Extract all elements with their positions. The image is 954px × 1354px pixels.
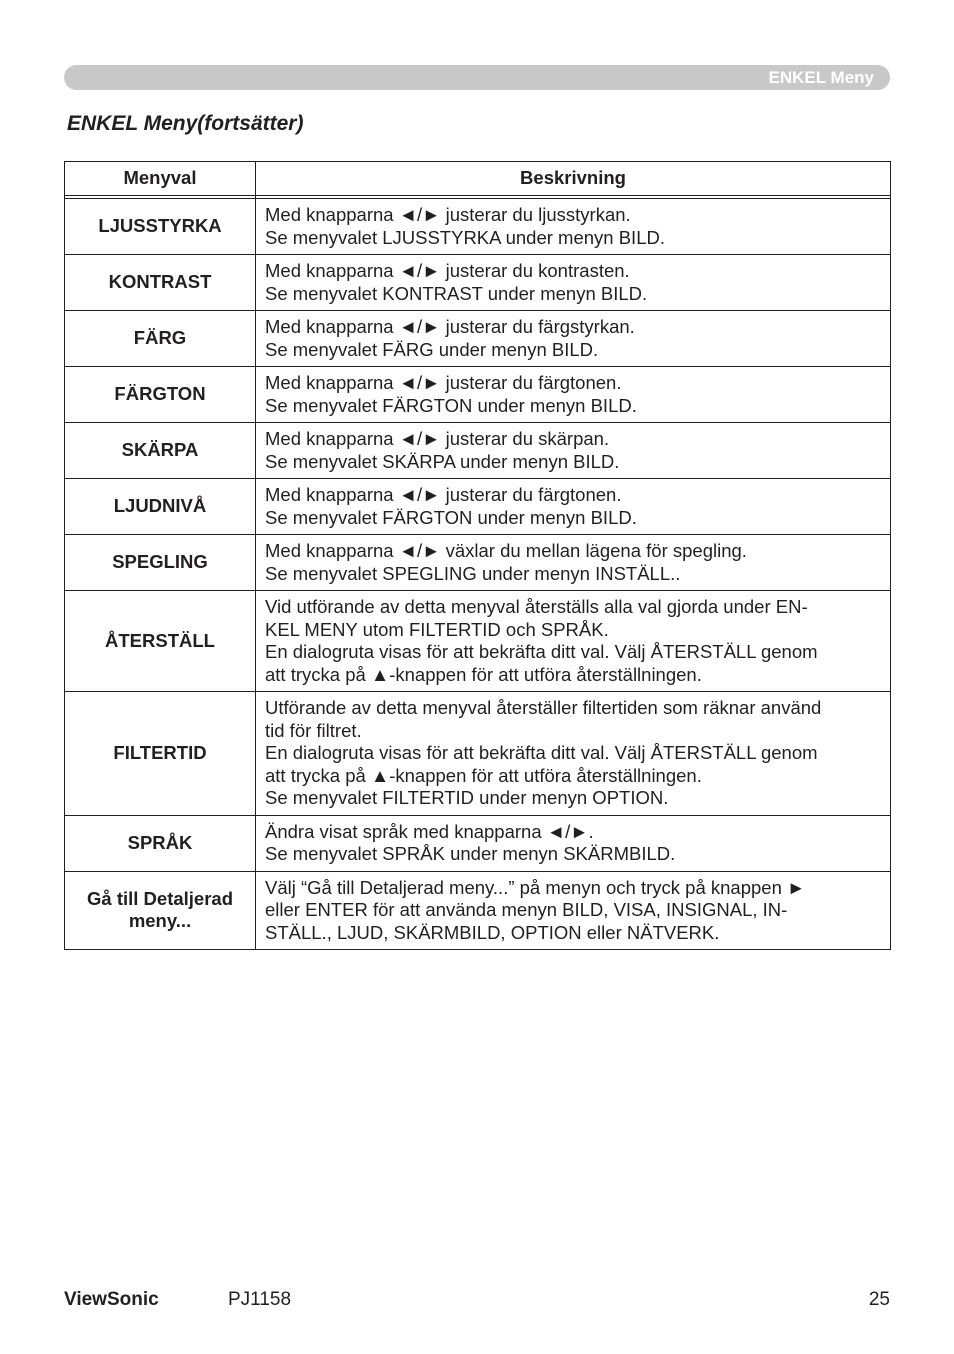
description-line: Se menyvalet FILTERTID under menyn OPTION.: [265, 787, 669, 808]
description-line: Ändra visat språk med knapparna ◄/►.: [265, 820, 594, 842]
description-line: Med knapparna ◄/► växlar du mellan lägena för spegling.: [265, 540, 747, 561]
description-line: Se menyvalet SKÄRPA under menyn BILD.: [265, 450, 620, 472]
table-row: [65, 871, 891, 950]
table-row: [65, 199, 891, 255]
menu-item-name: [65, 199, 256, 255]
description-line: Vid utförande av detta menyval återställs alla val gjorda under EN-: [265, 596, 808, 617]
description-line: Med knapparna ◄/► justerar du färgtonen.: [265, 372, 622, 393]
menu-item-line: SPRÅK: [127, 831, 193, 853]
menu-item-line: SKÄRPA: [121, 439, 199, 461]
menu-item-name: [65, 423, 256, 479]
menu-item-name: [65, 692, 256, 816]
description-line: eller ENTER för att använda menyn BILD, VISA, INSIGNAL, IN-: [265, 899, 788, 920]
table-row: [65, 367, 891, 423]
menu-item-line: Gå till Detaljerad: [87, 887, 233, 909]
description-line: Med knapparna ◄/► justerar du ljusstyrkan.: [265, 204, 631, 225]
description-line: Se menyvalet FÄRG under menyn BILD.: [265, 338, 599, 360]
table-row: [65, 591, 891, 692]
menu-item-description: [256, 815, 891, 871]
menu-item-line: KONTRAST: [108, 271, 212, 293]
column-header-item: Menyval: [65, 162, 256, 196]
page-number: 25: [868, 1289, 890, 1310]
table-row: [65, 255, 891, 311]
description-line: En dialogruta visas för att bekräfta ditt val. Välj ÅTERSTÄLL genom: [265, 742, 818, 763]
table-row: [65, 311, 891, 367]
description-line: KEL MENY utom FILTERTID och SPRÅK.: [265, 618, 609, 640]
menu-item-line: FILTERTID: [113, 742, 207, 763]
menu-item-description: [256, 199, 891, 255]
menu-item-name: [65, 367, 256, 423]
description-line: En dialogruta visas för att bekräfta ditt val. Välj ÅTERSTÄLL genom: [265, 641, 818, 662]
menu-item-name: [65, 871, 256, 950]
menu-item-description: [256, 871, 891, 950]
menu-item-description: [256, 423, 891, 479]
table-row: [65, 479, 891, 535]
header-bar: [64, 65, 890, 90]
description-line: Med knapparna ◄/► justerar du kontrasten.: [265, 260, 630, 281]
menu-item-description: [256, 311, 891, 367]
menu-item-line: LJUSSTYRKA: [98, 215, 222, 237]
description-line: Med knapparna ◄/► justerar du färgstyrkan.: [265, 316, 635, 337]
description-line: Med knapparna ◄/► justerar du färgtonen.: [265, 484, 622, 505]
column-header-description: Beskrivning: [256, 162, 891, 196]
description-line: Välj “Gå till Detaljerad meny...” på menyn och tryck på knappen ►: [265, 876, 806, 898]
table-header-row: [65, 162, 891, 196]
menu-item-name: [65, 311, 256, 367]
menu-item-description: [256, 692, 891, 816]
menu-item-line: meny...: [128, 910, 192, 932]
description-line: Utförande av detta menyval återställer filtertiden som räknar använd: [265, 697, 822, 718]
menu-item-name: [65, 479, 256, 535]
table-row: [65, 815, 891, 871]
menu-item-line: FÄRG: [133, 327, 187, 349]
menu-item-line: SPEGLING: [112, 551, 208, 573]
menu-item-name: [65, 255, 256, 311]
table-row: [65, 423, 891, 479]
description-line: att trycka på ▲-knappen för att utföra återställningen.: [265, 764, 702, 786]
table-row: [65, 692, 891, 816]
menu-table: [64, 161, 891, 950]
menu-item-line: ÅTERSTÄLL: [105, 629, 215, 651]
description-line: Se menyvalet FÄRGTON under menyn BILD.: [265, 506, 637, 528]
description-line: Se menyvalet LJUSSTYRKA under menyn BILD.: [265, 226, 665, 248]
menu-item-description: [256, 367, 891, 423]
menu-item-line: LJUDNIVÅ: [113, 495, 207, 517]
description-line: Se menyvalet FÄRGTON under menyn BILD.: [265, 394, 637, 416]
menu-item-name: [65, 591, 256, 692]
description-line: tid för filtret.: [265, 719, 362, 741]
description-line: att trycka på ▲-knappen för att utföra återställningen.: [265, 663, 702, 685]
description-line: Med knapparna ◄/► justerar du skärpan.: [265, 428, 610, 449]
description-line: Se menyvalet KONTRAST under menyn BILD.: [265, 282, 648, 304]
menu-item-description: [256, 591, 891, 692]
menu-item-name: [65, 815, 256, 871]
table-row: [65, 535, 891, 591]
footer-brand: ViewSonic: [64, 1289, 159, 1310]
menu-item-description: [256, 479, 891, 535]
menu-item-description: [256, 255, 891, 311]
menu-item-line: FÄRGTON: [114, 383, 206, 405]
description-line: Se menyvalet SPRÅK under menyn SKÄRMBILD.: [265, 843, 676, 864]
description-line: STÄLL., LJUD, SKÄRMBILD, OPTION eller NÄTVERK.: [265, 921, 720, 943]
menu-item-description: [256, 535, 891, 591]
description-line: Se menyvalet SPEGLING under menyn INSTÄLL..: [265, 562, 681, 584]
footer-model: PJ1158: [228, 1289, 292, 1310]
menu-item-name: [65, 535, 256, 591]
section-title: ENKEL Meny(fortsätter): [67, 112, 304, 135]
header-label: ENKEL Meny: [768, 68, 874, 87]
